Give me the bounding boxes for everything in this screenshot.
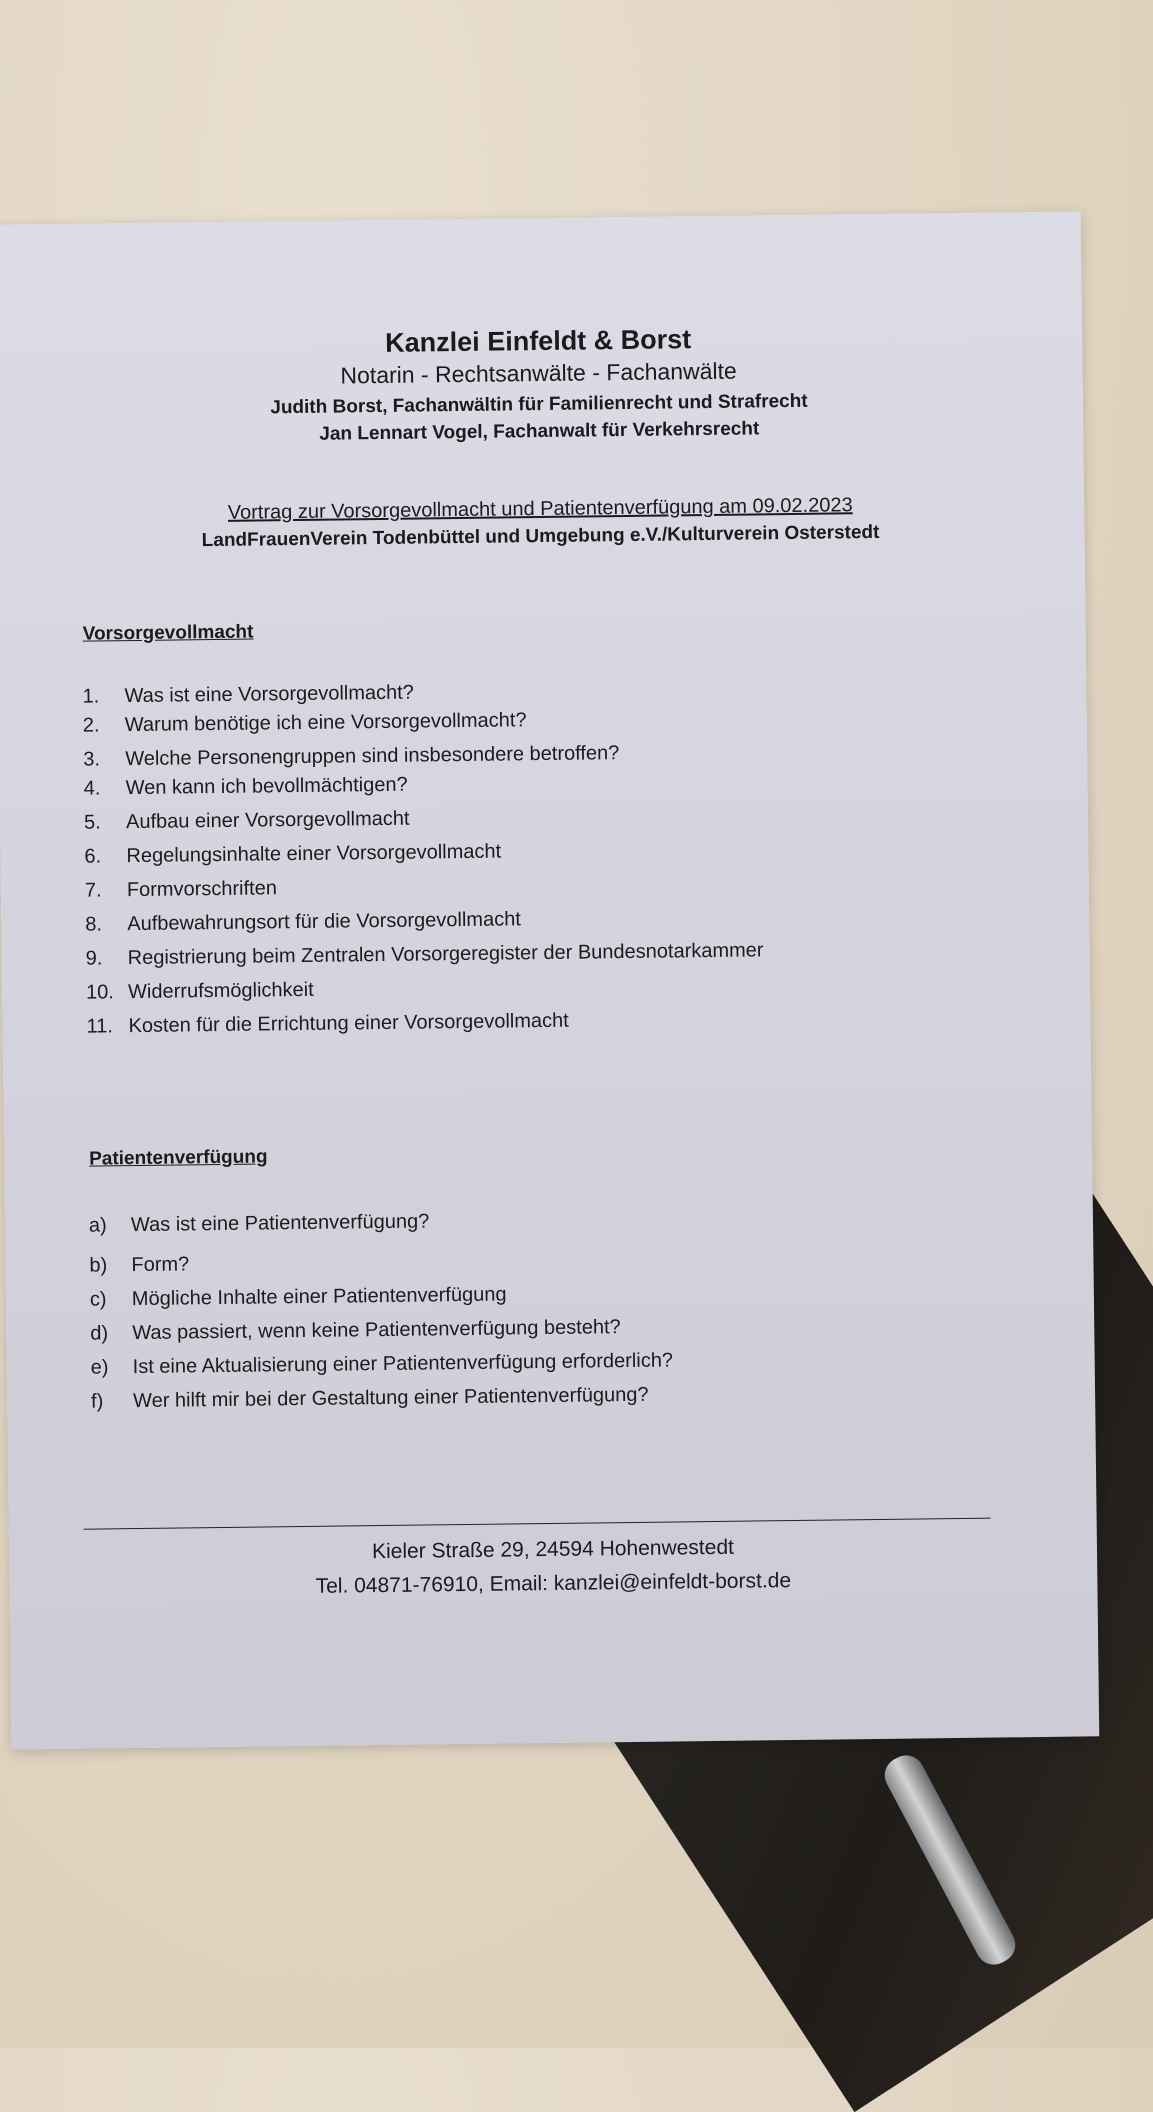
list-item-number: c) bbox=[89, 1288, 107, 1311]
list-item-text: Aufbau einer Vorsorgevollmacht bbox=[125, 807, 410, 834]
list-item-number: 1. bbox=[82, 685, 100, 708]
list-item-number: 2. bbox=[82, 714, 100, 737]
list-item-number: 8. bbox=[85, 913, 103, 936]
talk-title: Vortrag zur Vorsorgevollmacht und Patientenverfügung am 09.02.2023 bbox=[227, 494, 853, 524]
firm-roles: Notarin - Rechtsanwälte - Fachanwälte bbox=[340, 357, 737, 389]
list-item-number: 5. bbox=[83, 811, 101, 834]
list-item-text: Warum benötige ich eine Vorsorgevollmacht? bbox=[124, 709, 527, 737]
list-item bbox=[85, 939, 764, 970]
list-item bbox=[85, 908, 521, 936]
list-item bbox=[83, 807, 410, 834]
list-item-text: Registrierung beim Zentralen Vorsorgeregister der Bundesnotarkammer bbox=[127, 939, 764, 970]
list-item-number: 7. bbox=[84, 879, 102, 902]
list-item bbox=[82, 681, 414, 708]
list-item bbox=[86, 1009, 569, 1038]
list-item-text: Aufbewahrungsort für die Vorsorgevollmacht bbox=[127, 908, 521, 936]
list-item-text: Mögliche Inhalte einer Patientenverfügung bbox=[131, 1283, 507, 1311]
section-title-vorsorgevollmacht: Vorsorgevollmacht bbox=[82, 621, 254, 645]
list-item-text: Form? bbox=[131, 1253, 190, 1277]
list-item-number: a) bbox=[88, 1214, 107, 1237]
list-item-number: 9. bbox=[85, 947, 103, 970]
list-item bbox=[88, 1210, 430, 1237]
list-item-text: Was ist eine Patientenverfügung? bbox=[130, 1210, 430, 1237]
firm-name: Kanzlei Einfeldt & Borst bbox=[384, 324, 692, 358]
list-item bbox=[90, 1383, 649, 1413]
list-item bbox=[90, 1316, 621, 1345]
list-item bbox=[85, 978, 314, 1004]
list-item-text: Welche Personengruppen sind insbesondere betroffen? bbox=[125, 742, 620, 771]
list-item-number: d) bbox=[90, 1322, 109, 1345]
list-item bbox=[89, 1253, 190, 1277]
list-item-text: Wer hilft mir bei der Gestaltung einer Patientenverfügung? bbox=[132, 1383, 649, 1413]
lawyer-line-1: Judith Borst, Fachanwältin für Familienrecht und Strafrecht bbox=[270, 390, 808, 419]
lawyer-line-2: Jan Lennart Vogel, Fachanwalt für Verkehrsrecht bbox=[319, 418, 760, 445]
list-item-text: Ist eine Aktualisierung einer Patientenverfügung erforderlich? bbox=[132, 1349, 674, 1379]
footer-divider bbox=[84, 1518, 991, 1530]
list-item-number: b) bbox=[89, 1254, 108, 1277]
list-item-text: Wen kann ich bevollmächtigen? bbox=[125, 773, 408, 800]
list-item-text: Kosten für die Errichtung einer Vorsorgevollmacht bbox=[128, 1009, 569, 1038]
list-item bbox=[83, 742, 620, 771]
list-item-number: 6. bbox=[84, 845, 102, 868]
host-organization: LandFrauenVerein Todenbüttel und Umgebung e.V./Kulturverein Osterstedt bbox=[201, 521, 880, 552]
document-page bbox=[0, 211, 1099, 1749]
list-item-number: 11. bbox=[86, 1015, 113, 1038]
list-item-number: f) bbox=[90, 1390, 104, 1413]
list-item-text: Regelungsinhalte einer Vorsorgevollmacht bbox=[126, 840, 502, 868]
list-item bbox=[84, 877, 278, 902]
list-item-number: e) bbox=[90, 1356, 109, 1379]
section-title-patientenverfuegung: Patientenverfügung bbox=[89, 1146, 268, 1170]
list-item-text: Was ist eine Vorsorgevollmacht? bbox=[124, 681, 414, 708]
footer-address: Kieler Straße 29, 24594 Hohenwestedt bbox=[371, 1535, 735, 1564]
footer-contact: Tel. 04871-76910, Email: kanzlei@einfeldt-borst.de bbox=[315, 1569, 792, 1598]
list-item bbox=[90, 1349, 674, 1379]
list-item-text: Was passiert, wenn keine Patientenverfügung besteht? bbox=[132, 1316, 621, 1345]
list-item-number: 4. bbox=[83, 777, 101, 800]
list-item bbox=[84, 840, 502, 868]
list-item-text: Widerrufsmöglichkeit bbox=[127, 978, 314, 1004]
list-item bbox=[89, 1283, 507, 1311]
list-item-text: Formvorschriften bbox=[126, 877, 278, 902]
list-item-number: 10. bbox=[85, 981, 115, 1004]
list-item bbox=[82, 709, 527, 737]
list-item bbox=[83, 773, 408, 800]
list-item-number: 3. bbox=[83, 748, 101, 771]
